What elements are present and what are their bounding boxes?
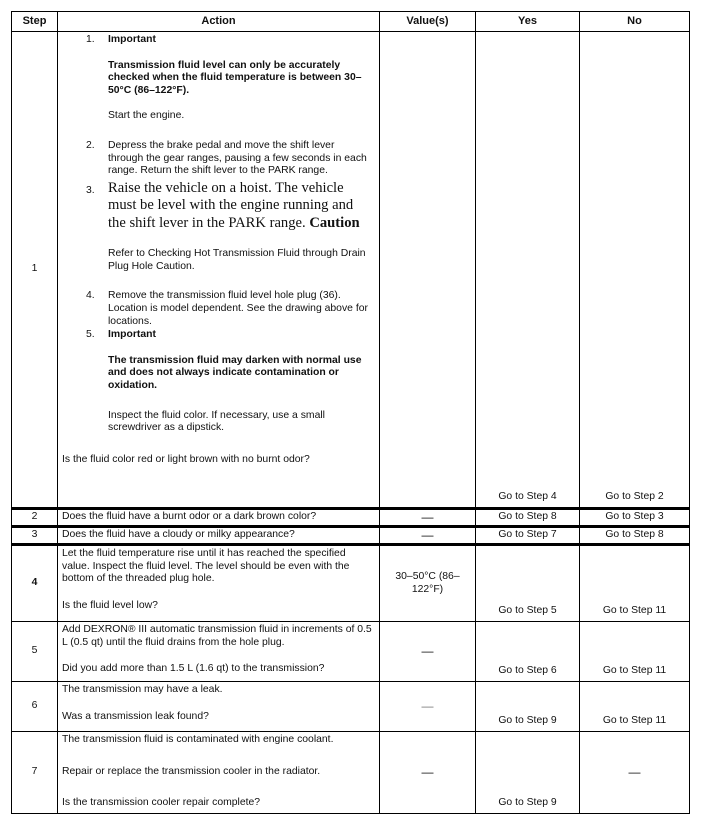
diagnostic-table <box>11 11 690 814</box>
yes-cell: Go to Step 9 <box>476 682 580 732</box>
header-no: No <box>580 12 690 32</box>
table-row-step-4 <box>12 545 690 622</box>
step-question: Is the fluid color red or light brown with no burnt odor? <box>62 453 310 465</box>
no-cell: Go to Step 11 <box>580 545 690 622</box>
instruction-text: Remove the transmission fluid level hole plug (36). Location is model dependent. See the drawing above for locations. <box>108 290 368 327</box>
no-cell: Go to Step 8 <box>580 527 690 545</box>
yes-cell: Go to Step 9 <box>476 732 580 814</box>
step-question: Is the transmission cooler repair complete? <box>62 797 261 809</box>
header-row <box>12 12 690 32</box>
step-number: 4 <box>12 545 58 622</box>
value-cell: — <box>380 509 476 527</box>
value-cell: — <box>380 732 476 814</box>
instruction-text: The transmission fluid is contaminated with engine coolant. <box>62 734 334 745</box>
table-row-step-1 <box>12 32 690 509</box>
no-cell: Go to Step 11 <box>580 682 690 732</box>
value-cell: — <box>380 527 476 545</box>
step-question: Does the fluid have a burnt odor or a dark brown color? <box>62 511 317 523</box>
important-note: The transmission fluid may darken with normal use and does not always indicate contamination or oxidation. <box>108 354 362 391</box>
yes-cell: Go to Step 4 <box>476 32 580 509</box>
no-cell: — <box>580 732 690 814</box>
caution-label: Caution <box>309 214 360 231</box>
yes-cell: Go to Step 8 <box>476 509 580 527</box>
action-cell <box>58 622 380 682</box>
yes-cell: Go to Step 7 <box>476 527 580 545</box>
step-number: 2 <box>12 509 58 527</box>
no-cell: Go to Step 2 <box>580 32 690 509</box>
instruction-text: The transmission may have a leak. <box>62 684 223 695</box>
step-number: 3 <box>12 527 58 545</box>
instruction-text: Start the engine. <box>108 110 185 122</box>
item-number: 2. <box>86 139 95 151</box>
step-question: Does the fluid have a cloudy or milky appearance? <box>62 529 295 541</box>
action-cell <box>58 32 380 509</box>
item-number: 1. <box>86 34 95 45</box>
no-cell: Go to Step 11 <box>580 622 690 682</box>
step-number: 5 <box>12 622 58 682</box>
action-cell <box>58 509 380 527</box>
value-cell: — <box>380 622 476 682</box>
header-action: Action <box>58 12 380 32</box>
table-row-step-7 <box>12 732 690 814</box>
table-row-step-6 <box>12 682 690 732</box>
important-heading: Important <box>108 34 156 45</box>
table-row-step-5 <box>12 622 690 682</box>
action-cell <box>58 732 380 814</box>
step-number: 7 <box>12 732 58 814</box>
step-question: Is the fluid level low? <box>62 599 158 611</box>
step-question: Was a transmission leak found? <box>62 710 209 722</box>
header-values: Value(s) <box>380 12 476 32</box>
yes-cell: Go to Step 6 <box>476 622 580 682</box>
important-note: Transmission fluid level can only be accurately checked when the fluid temperature is between 30–50°C (86–122°F). <box>108 59 362 96</box>
header-yes: Yes <box>476 12 580 32</box>
step-number: 1 <box>12 32 58 509</box>
instruction-text: Add DEXRON® III automatic transmission fluid in increments of 0.5 L (0.5 qt) until the fluid drains from the hole plug. <box>62 624 372 648</box>
instruction-text: Raise the vehicle on a hoist. The vehicle must be level with the engine running and the shift lever in the PARK range. <box>108 179 354 231</box>
action-cell <box>58 682 380 732</box>
no-cell: Go to Step 3 <box>580 509 690 527</box>
instruction-text: Depress the brake pedal and move the shift lever through the gear ranges, pausing a few seconds in each range. Return the shift lever to the PARK range. <box>108 139 367 177</box>
caution-note: Refer to Checking Hot Transmission Fluid through Drain Plug Hole Caution. <box>108 248 366 272</box>
step-number: 6 <box>12 682 58 732</box>
header-step: Step <box>12 12 58 32</box>
table-row-step-3 <box>12 527 690 545</box>
item-number: 4. <box>86 290 95 302</box>
item-number: 5. <box>86 329 95 341</box>
value-cell: 30–50°C (86–122°F) <box>380 545 476 622</box>
action-cell <box>58 527 380 545</box>
value-cell <box>380 32 476 509</box>
instruction-text: Let the fluid temperature rise until it has reached the specified value. Inspect the fluid level. The level should be even with the bottom of the threaded plug hole. <box>62 548 350 585</box>
yes-cell: Go to Step 5 <box>476 545 580 622</box>
instruction-text: Repair or replace the transmission cooler in the radiator. <box>62 765 321 777</box>
important-heading: Important <box>108 329 156 341</box>
step-question: Did you add more than 1.5 L (1.6 qt) to the transmission? <box>62 663 325 675</box>
action-cell <box>58 545 380 622</box>
value-cell: — <box>380 682 476 732</box>
instruction-text: Inspect the fluid color. If necessary, use a small screwdriver as a dipstick. <box>108 409 325 434</box>
table-row-step-2 <box>12 509 690 527</box>
item-number: 3. <box>86 184 95 196</box>
